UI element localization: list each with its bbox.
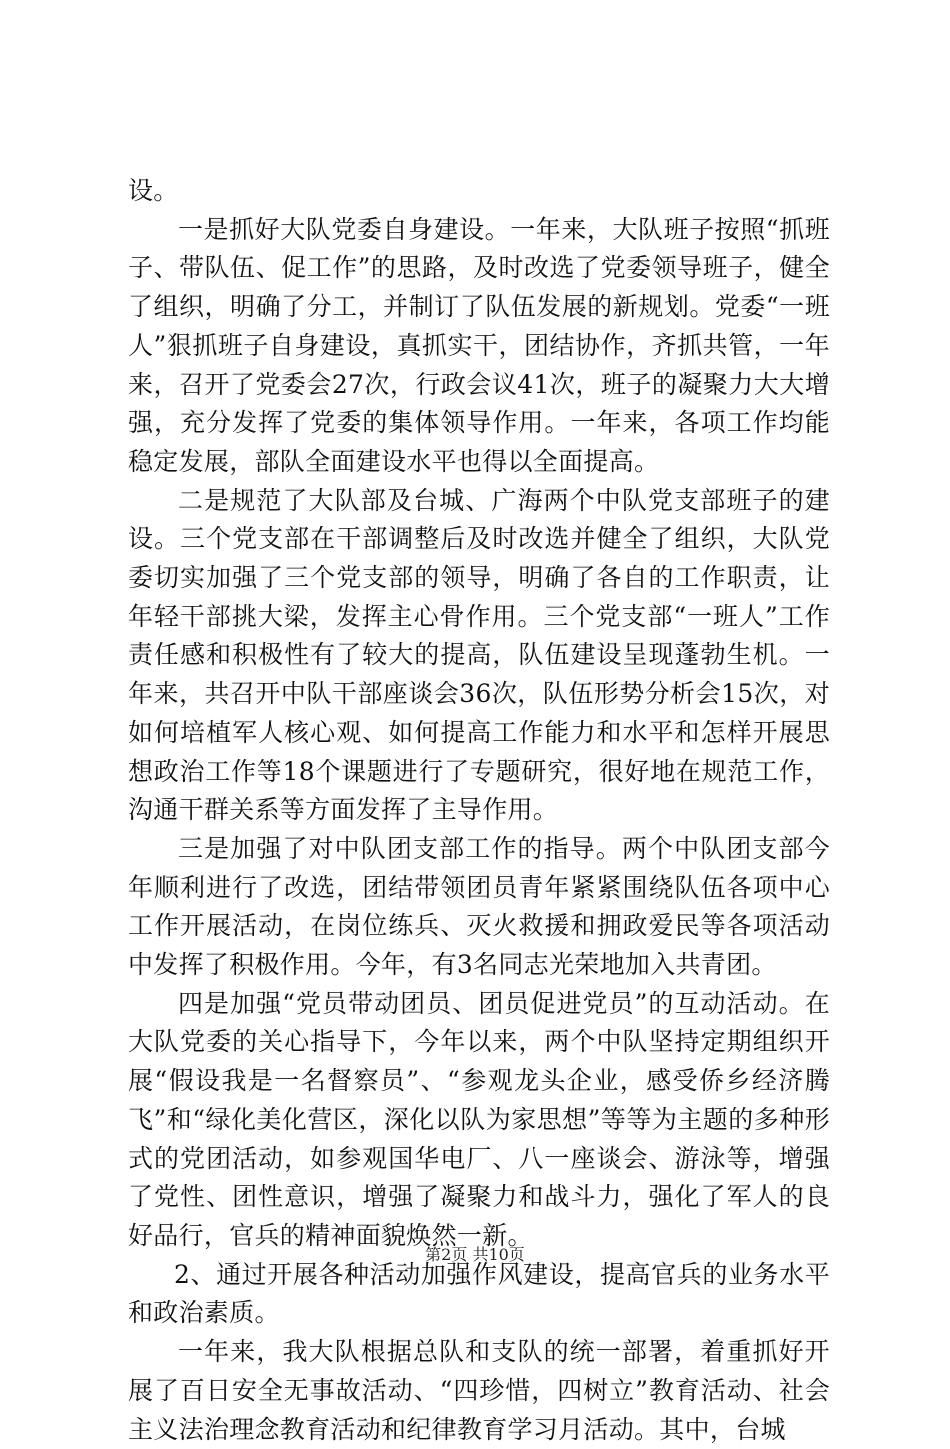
section-heading-2: 2、通过开展各种活动加强作风建设，提高官兵的业务水平和政治素质。: [128, 1259, 830, 1328]
paragraph-youth-league: 三是加强了对中队团支部工作的指导。两个中队团支部今年顺利进行了改选，团结带领团员青年紧紧围绕队伍各项中心工作开展活动，在岗位练兵、灭火救援和拥政爱民等各项活动中发挥了积极作用。今年，有3名同志光荣地加入共青团。: [128, 833, 830, 980]
paragraph-activities: 一年来，我大队根据总队和支队的统一部署，着重抓好开展了百日安全无事故活动、“四珍惜，四树立”教育活动、社会主义法治理念教育活动和纪律教育学习月活动。其中，台城: [128, 1337, 830, 1444]
paragraph-interaction-activities: 四是加强“党员带动团员、团员促进党员”的互动活动。在大队党委的关心指导下，今年以来，两个中队坚持定期组织开展“假设我是一名督察员”、“参观龙头企业，感受侨乡经济腾飞”和“绿化美化营区，深化以队为家思想”等等为主题的多种形式的党团活动，如参观国华电厂、八一座谈会、游泳等，增强了党性、团性意识，增强了凝聚力和战斗力，强化了军人的良好品行，官兵的精神面貌焕然一新。: [128, 988, 830, 1250]
paragraph-continuation: 设。: [128, 176, 179, 205]
page-number: 第2页 共10页: [425, 1245, 525, 1264]
paragraph-party-branches: 二是规范了大队部及台城、广海两个中队党支部班子的建设。三个党支部在干部调整后及时改选并健全了组织，大队党委切实加强了三个党支部的领导，明确了各自的工作职责，让年轻干部挑大梁，发挥主心骨作用。三个党支部“一班人”工作责任感和积极性有了较大的提高，队伍建设呈现蓬勃生机。一年来，共召开中队干部座谈会36次，队伍形势分析会15次，对如何培植军人核心观、如何提高工作能力和水平和怎样开展思想政治工作等18个课题进行了专题研究，很好地在规范工作，沟通干群关系等方面发挥了主导作用。: [128, 485, 830, 825]
paragraph-party-committee: 一是抓好大队党委自身建设。一年来，大队班子按照“抓班子、带队伍、促工作”的思路，及时改选了党委领导班子，健全了组织，明确了分工，并制订了队伍发展的新规划。党委“一班人”狠抓班子自身建设，真抓实干，团结协作，齐抓共管，一年来，召开了党委会27次，行政会议41次，班子的凝聚力大大增强，充分发挥了党委的集体领导作用。一年来，各项工作均能稳定发展，部队全面建设水平也得以全面提高。: [128, 214, 830, 476]
